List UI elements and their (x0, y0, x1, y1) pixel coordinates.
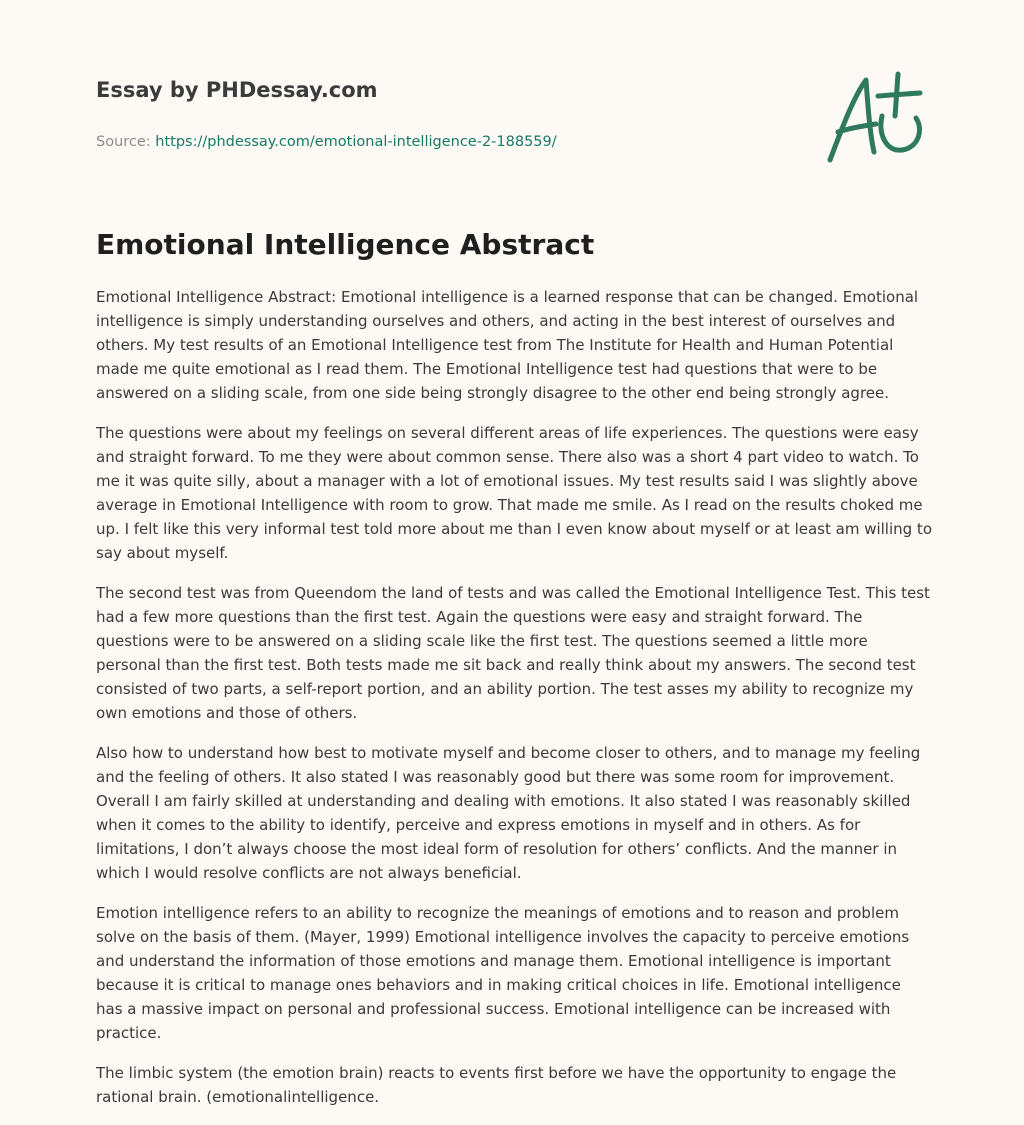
essay-paragraph: The second test was from Queendom the land of tests and was called the Emotional Intelligence Test. This test had a few more questions than the first test. Again the questions were easy and straight forward. The questions were to be answered on a sliding scale like the first test. The questions seemed a little more personal than the first test. Both tests made me sit back and really think about my answers. The second test consisted of two parts, a self-report portion, and an ability portion. The test asses my ability to recognize my own emotions and those of others. (96, 584, 930, 722)
page-header (96, 76, 796, 152)
essay-title: Emotional Intelligence Abstract (96, 228, 595, 261)
essay-paragraph: The questions were about my feelings on several different areas of life experiences. The questions were easy and straight forward. To me they were about common sense. There also was a short 4 part video to watch. To me it was quite silly, about a manager with a lot of emotional issues. My test results said I was slightly above average in Emotional Intelligence with room to grow. That made me smile. As I read on the results choked me up. I felt like this very informal test told more about me than I even know about myself or at least am willing to say about myself. (96, 424, 932, 562)
essay-body (96, 285, 932, 1125)
source-link[interactable]: https://phdessay.com/emotional-intelligence-2-188559/ (155, 134, 557, 150)
source-line (96, 132, 796, 152)
essay-paragraph: Also how to understand how best to motivate myself and become closer to others, and to manage my feeling and the feeling of others. It also stated I was reasonably good but there was some room for improvement. Overall I am fairly skilled at understanding and dealing with emotions. It also stated I was reasonably skilled when it comes to the ability to identify, perceive and express emotions in myself and in others. As for limitations, I don’t always choose the most ideal form of resolution for others’ conflicts. And the manner in which I would resolve conflicts are not always beneficial. (96, 744, 921, 882)
a-plus-logo-icon (820, 68, 930, 168)
source-label: Source: (96, 134, 151, 150)
essay-paragraph: Emotional Intelligence Abstract: Emotional intelligence is a learned response that can be changed. Emotional intelligence is simply understanding ourselves and others, and acting in the best interest of ourselves and others. My test results of an Emotional Intelligence test from The Institute for Health and Human Potential made me quite emotional as I read them. The Emotional Intelligence test had questions that were to be answered on a sliding scale, from one side being strongly disagree to the other end being strongly agree. (96, 288, 919, 402)
site-title: Essay by PHDessay.com (96, 78, 378, 102)
essay-paragraph: The limbic system (the emotion brain) reacts to events first before we have the opportunity to engage the rational brain. (emotionalintelligence. (96, 1064, 897, 1106)
essay-paragraph: Emotion intelligence refers to an ability to recognize the meanings of emotions and to reason and problem solve on the basis of them. (Mayer, 1999) Emotional intelligence involves the capacity to perceive emotions and understand the information of those emotions and manage them. Emotional intelligence is important because it is critical to manage ones behaviors and in making critical choices in life. Emotional intelligence has a massive impact on personal and professional success. Emotional intelligence can be increased with practice. (96, 904, 910, 1042)
